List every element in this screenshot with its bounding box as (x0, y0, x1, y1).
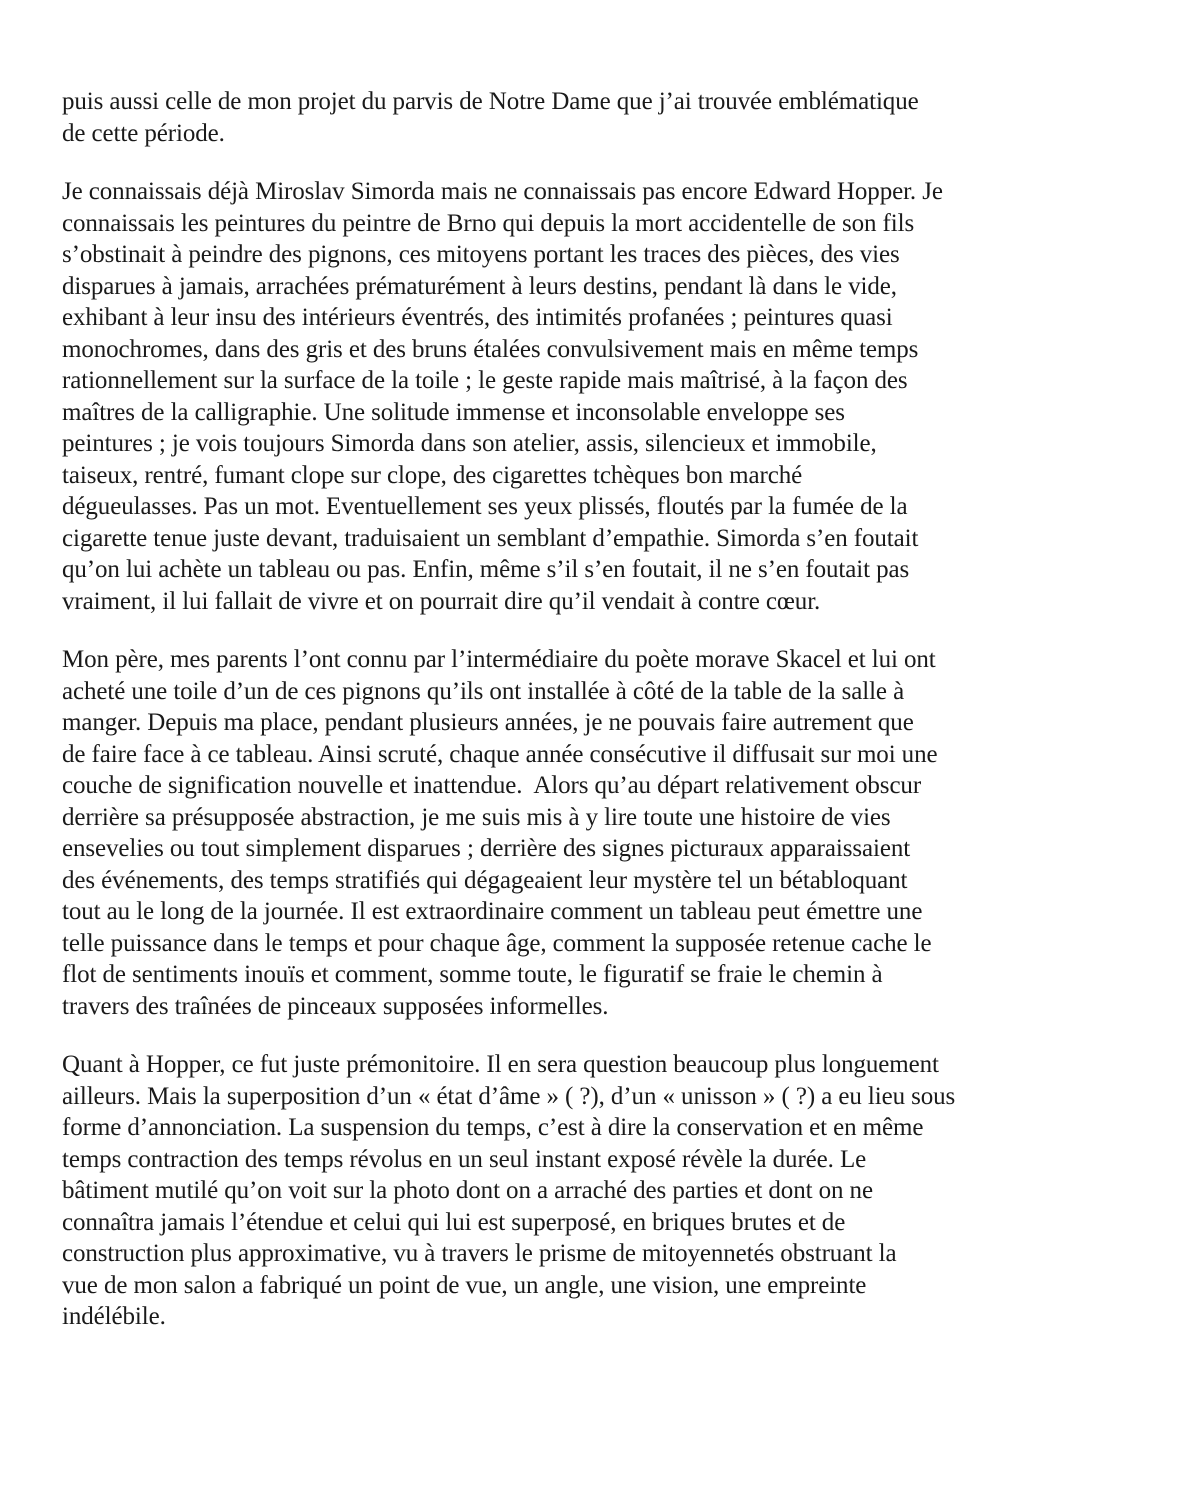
text-line: monochromes, dans des gris et des bruns étalées convulsivement mais en même temps (62, 335, 919, 363)
text-line: rationnellement sur la surface de la toile ; le geste rapide mais maîtrisé, à la façon des (62, 367, 908, 394)
text-line: puis aussi celle de mon projet du parvis de Notre Dame que j’ai trouvée emblématique (62, 88, 919, 115)
text-line: acheté une toile d’un de ces pignons qu’ils ont installée à côté de la table de la salle à (62, 677, 905, 705)
text-line: travers des traînées de pinceaux supposées informelles. (62, 992, 609, 1020)
text-line: des événements, des temps stratifiés qui dégageaient leur mystère tel un bétabloquant (62, 866, 908, 894)
text-line: couche de signification nouvelle et inattendue. Alors qu’au départ relativement obscur (62, 772, 922, 799)
text-line: telle puissance dans le temps et pour chaque âge, comment la supposée retenue cache le (62, 929, 932, 957)
text-line: de faire face à ce tableau. Ainsi scruté, chaque année consécutive il diffusait sur moi une (62, 740, 938, 768)
text-line: derrière sa présupposée abstraction, je me suis mis à y lire toute une histoire de vies (62, 803, 891, 831)
text-line: s’obstinait à peindre des pignons, ces mitoyens portant les traces des pièces, des vies (62, 241, 900, 268)
text-line: qu’on lui achète un tableau ou pas. Enfin, même s’il s’en foutait, il ne s’en foutait pas (62, 556, 910, 583)
paragraph (62, 176, 1144, 617)
text-line: Quant à Hopper, ce fut juste prémonitoire. Il en sera question beaucoup plus longuement (62, 1051, 939, 1078)
text-line: disparues à jamais, arrachées prématurément à leurs destins, pendant là dans le vide, (62, 272, 897, 300)
text-line: dégueulasses. Pas un mot. Eventuellement ses yeux plissés, floutés par la fumée de la (62, 493, 908, 520)
text-line: vraiment, il lui fallait de vivre et on pourrait dire qu’il vendait à contre cœur. (62, 587, 821, 615)
paragraph (62, 86, 1144, 149)
text-line: Mon père, mes parents l’ont connu par l’intermédiaire du poète morave Skacel et lui ont (62, 646, 936, 673)
text-line: exhibant à leur insu des intérieurs éventrés, des intimités profanées ; peintures quasi (62, 304, 893, 331)
text-line: flot de sentiments inouïs et comment, somme toute, le figuratif se fraie le chemin à (62, 961, 883, 988)
page-content (62, 86, 1144, 1333)
text-line: temps contraction des temps révolus en un seul instant exposé révèle la durée. Le (62, 1145, 867, 1173)
text-line: peintures ; je vois toujours Simorda dans son atelier, assis, silencieux et immobile, (62, 430, 877, 457)
text-line: maîtres de la calligraphie. Une solitude immense et inconsolable enveloppe ses (62, 398, 845, 426)
text-line: vue de mon salon a fabriqué un point de vue, un angle, une vision, une empreinte (62, 1271, 867, 1299)
text-line: cigarette tenue juste devant, traduisaient un semblant d’empathie. Simorda s’en foutait (62, 524, 919, 552)
text-line: forme d’annonciation. La suspension du temps, c’est à dire la conservation et en même (62, 1114, 924, 1141)
text-line: Je connaissais déjà Miroslav Simorda mais ne connaissais pas encore Edward Hopper. Je (62, 178, 943, 205)
paragraph (62, 644, 1144, 1022)
text-line: tout au le long de la journée. Il est extraordinaire comment un tableau peut émettre une (62, 898, 923, 925)
paragraph (62, 1049, 1144, 1333)
text-line: indélébile. (62, 1303, 166, 1330)
text-line: bâtiment mutilé qu’on voit sur la photo dont on a arraché des parties et dont on ne (62, 1177, 873, 1204)
text-line: connaissais les peintures du peintre de Brno qui depuis la mort accidentelle de son fils (62, 209, 915, 237)
text-line: taiseux, rentré, fumant clope sur clope, des cigarettes tchèques bon marché (62, 461, 803, 489)
text-line: de cette période. (62, 119, 225, 147)
text-line: construction plus approximative, vu à travers le prisme de mitoyennetés obstruant la (62, 1240, 897, 1267)
text-line: ailleurs. Mais la superposition d’un « état d’âme » ( ?), d’un « unisson » ( ?) a eu lieu sous (62, 1082, 956, 1110)
text-line: ensevelies ou tout simplement disparues ; derrière des signes picturaux apparaissaient (62, 835, 911, 862)
text-line: manger. Depuis ma place, pendant plusieurs années, je ne pouvais faire autrement que (62, 709, 914, 736)
text-line: connaîtra jamais l’étendue et celui qui lui est superposé, en briques brutes et de (62, 1208, 846, 1236)
